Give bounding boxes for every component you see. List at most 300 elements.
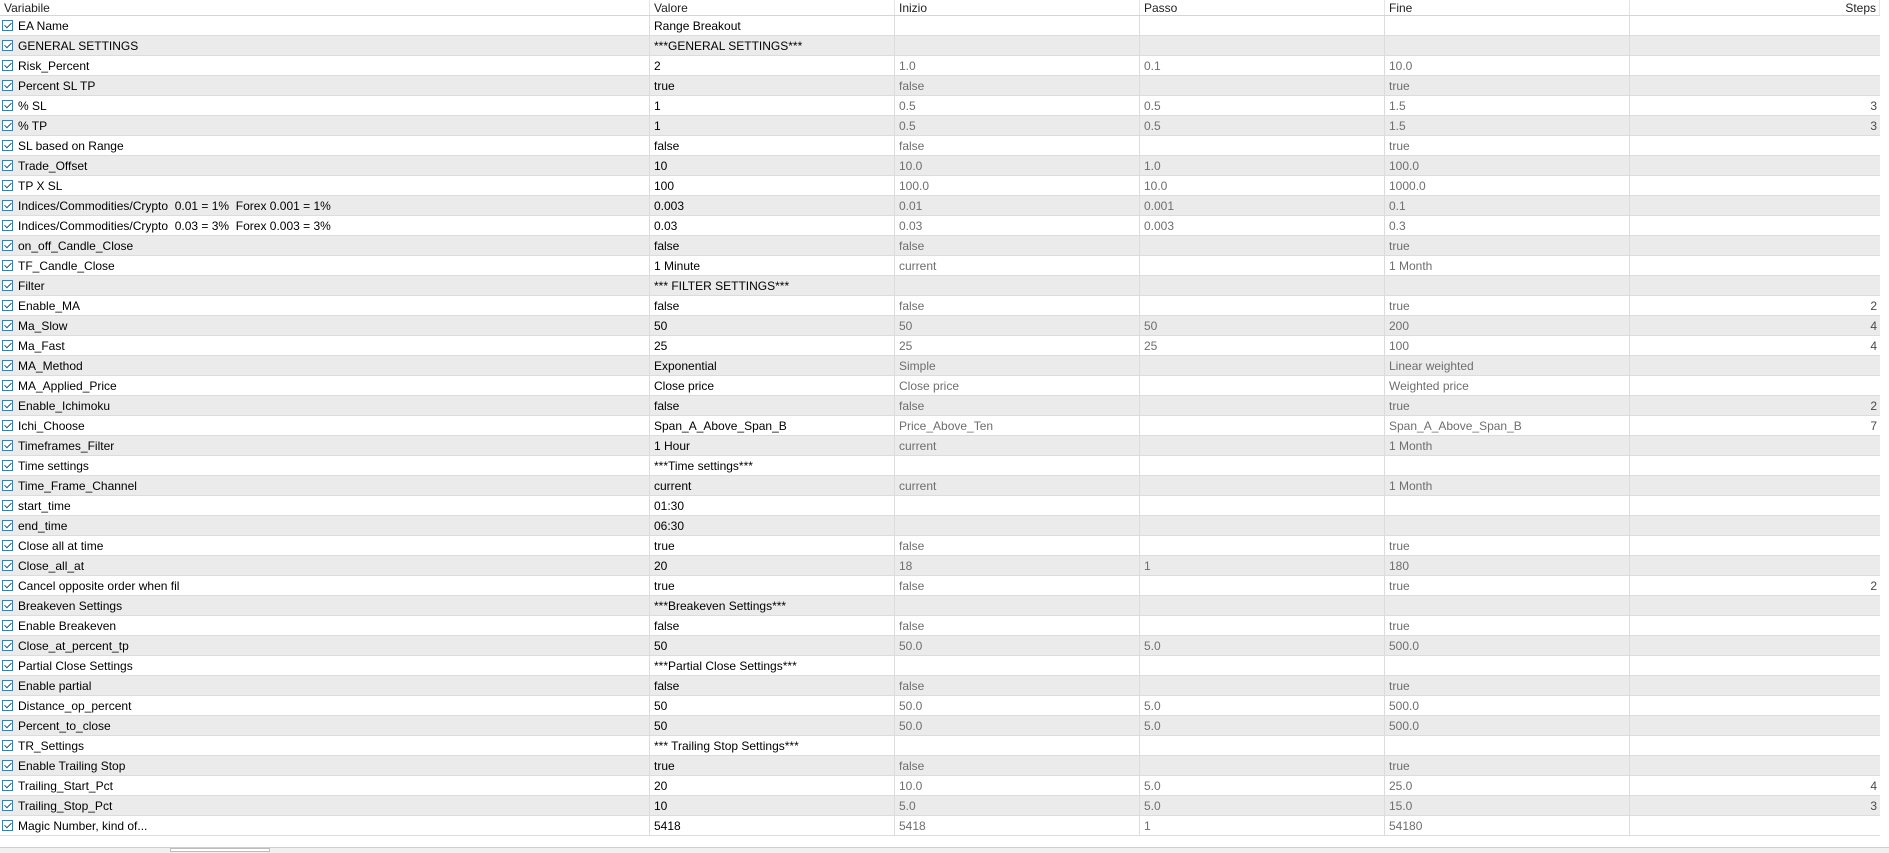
end-cell[interactable] [1385, 496, 1630, 515]
value-cell[interactable]: 1 [650, 96, 895, 115]
table-row[interactable] [0, 456, 1880, 476]
start-cell[interactable]: 10.0 [895, 776, 1140, 795]
value-cell[interactable]: ***GENERAL SETTINGS*** [650, 36, 895, 55]
checkbox-checked-icon[interactable] [2, 200, 13, 211]
step-cell[interactable] [1140, 676, 1385, 695]
step-cell[interactable] [1140, 376, 1385, 395]
checkbox-checked-icon[interactable] [2, 460, 13, 471]
steps-cell[interactable] [1630, 816, 1880, 835]
steps-cell[interactable]: 3 [1870, 118, 1877, 133]
step-cell[interactable]: 25 [1140, 336, 1385, 355]
start-cell[interactable]: 50.0 [895, 696, 1140, 715]
start-cell[interactable]: false [895, 236, 1140, 255]
step-cell[interactable] [1140, 576, 1385, 595]
start-cell[interactable]: false [895, 676, 1140, 695]
table-row[interactable] [0, 496, 1880, 516]
checkbox-checked-icon[interactable] [2, 260, 13, 271]
checkbox-checked-icon[interactable] [2, 540, 13, 551]
column-header-value[interactable]: Valore [650, 0, 895, 15]
column-header-step[interactable]: Passo [1140, 0, 1385, 15]
step-cell[interactable] [1140, 656, 1385, 675]
table-row[interactable] [0, 56, 1880, 76]
value-cell[interactable]: 1 [650, 116, 895, 135]
step-cell[interactable]: 5.0 [1140, 636, 1385, 655]
table-row[interactable] [0, 676, 1880, 696]
steps-cell[interactable] [1630, 556, 1880, 575]
checkbox-checked-icon[interactable] [2, 40, 13, 51]
table-row[interactable] [0, 636, 1880, 656]
steps-cell[interactable] [1630, 256, 1880, 275]
step-cell[interactable]: 10.0 [1140, 176, 1385, 195]
steps-cell[interactable]: 3 [1870, 98, 1877, 113]
steps-cell[interactable] [1630, 136, 1880, 155]
checkbox-checked-icon[interactable] [2, 240, 13, 251]
variable-cell [0, 176, 650, 195]
steps-cell[interactable]: 7 [1870, 418, 1877, 433]
steps-cell[interactable] [1630, 696, 1880, 715]
table-row[interactable] [0, 396, 1880, 416]
start-cell[interactable]: 25 [895, 336, 1140, 355]
start-cell[interactable]: Price_Above_Ten [895, 416, 1140, 435]
column-header-steps[interactable]: Steps [1630, 0, 1880, 15]
start-cell[interactable]: current [895, 436, 1140, 455]
table-row[interactable] [0, 216, 1880, 236]
value-cell[interactable]: 20 [650, 776, 895, 795]
table-row[interactable] [0, 176, 1880, 196]
step-cell[interactable]: 0.5 [1140, 116, 1385, 135]
checkbox-checked-icon[interactable] [2, 80, 13, 91]
checkbox-checked-icon[interactable] [2, 680, 13, 691]
table-row[interactable] [0, 696, 1880, 716]
start-cell[interactable] [895, 496, 1140, 515]
value-cell[interactable]: 50 [650, 716, 895, 735]
checkbox-checked-icon[interactable] [2, 740, 13, 751]
start-cell[interactable]: false [895, 76, 1140, 95]
value-cell[interactable]: ***Breakeven Settings*** [650, 596, 895, 615]
table-row[interactable] [0, 36, 1880, 56]
table-row[interactable] [0, 296, 1880, 316]
checkbox-checked-icon[interactable] [2, 820, 13, 831]
value-cell[interactable]: 20 [650, 556, 895, 575]
end-cell[interactable]: 500.0 [1385, 696, 1630, 715]
start-cell[interactable]: false [895, 396, 1140, 415]
end-cell[interactable]: 1000.0 [1385, 176, 1630, 195]
step-cell[interactable] [1140, 596, 1385, 615]
step-cell[interactable] [1140, 136, 1385, 155]
value-cell[interactable]: 1 Minute [650, 256, 895, 275]
step-cell[interactable]: 5.0 [1140, 696, 1385, 715]
step-cell[interactable] [1140, 76, 1385, 95]
step-cell[interactable]: 5.0 [1140, 716, 1385, 735]
start-cell[interactable]: current [895, 476, 1140, 495]
checkbox-checked-icon[interactable] [2, 520, 13, 531]
checkbox-checked-icon[interactable] [2, 300, 13, 311]
value-cell[interactable]: 0.003 [650, 196, 895, 215]
start-cell[interactable]: 1.0 [895, 56, 1140, 75]
start-cell[interactable]: 50 [895, 316, 1140, 335]
checkbox-checked-icon[interactable] [2, 60, 13, 71]
step-cell[interactable] [1140, 356, 1385, 375]
steps-cell[interactable] [1630, 496, 1880, 515]
step-cell[interactable] [1140, 736, 1385, 755]
end-cell[interactable]: 0.3 [1385, 216, 1630, 235]
checkbox-checked-icon[interactable] [2, 340, 13, 351]
value-cell[interactable]: Range Breakout [650, 16, 895, 35]
value-cell[interactable]: 10 [650, 156, 895, 175]
start-cell[interactable]: false [895, 616, 1140, 635]
step-cell[interactable]: 1 [1140, 556, 1385, 575]
table-row[interactable] [0, 336, 1880, 356]
step-cell[interactable]: 0.1 [1140, 56, 1385, 75]
checkbox-checked-icon[interactable] [2, 320, 13, 331]
end-cell[interactable]: 200 [1385, 316, 1630, 335]
end-cell[interactable]: true [1385, 136, 1630, 155]
column-header-end[interactable]: Fine [1385, 0, 1630, 15]
steps-cell[interactable] [1630, 756, 1880, 775]
table-row[interactable] [0, 476, 1880, 496]
start-cell[interactable] [895, 656, 1140, 675]
checkbox-checked-icon[interactable] [2, 780, 13, 791]
variable-cell [0, 576, 650, 595]
value-cell[interactable]: 01:30 [650, 496, 895, 515]
checkbox-checked-icon[interactable] [2, 720, 13, 731]
steps-cell[interactable] [1630, 436, 1880, 455]
steps-cell[interactable] [1630, 376, 1880, 395]
step-cell[interactable] [1140, 476, 1385, 495]
table-row[interactable] [0, 136, 1880, 156]
end-cell[interactable] [1385, 736, 1630, 755]
start-cell[interactable]: false [895, 296, 1140, 315]
checkbox-checked-icon[interactable] [2, 560, 13, 571]
table-row[interactable] [0, 196, 1880, 216]
start-cell[interactable] [895, 456, 1140, 475]
end-cell[interactable] [1385, 276, 1630, 295]
step-cell[interactable] [1140, 416, 1385, 435]
value-cell[interactable]: 50 [650, 636, 895, 655]
steps-cell[interactable]: 4 [1870, 318, 1877, 333]
value-cell[interactable]: 25 [650, 336, 895, 355]
value-cell[interactable]: false [650, 296, 895, 315]
table-row[interactable] [0, 756, 1880, 776]
start-cell[interactable] [895, 736, 1140, 755]
step-cell[interactable] [1140, 276, 1385, 295]
table-row[interactable] [0, 816, 1880, 836]
checkbox-checked-icon[interactable] [2, 180, 13, 191]
steps-cell[interactable] [1630, 516, 1880, 535]
checkbox-checked-icon[interactable] [2, 800, 13, 811]
table-row[interactable] [0, 656, 1880, 676]
steps-cell[interactable] [1630, 216, 1880, 235]
steps-cell[interactable] [1630, 676, 1880, 695]
value-cell[interactable]: ***Time settings*** [650, 456, 895, 475]
steps-cell[interactable] [1630, 736, 1880, 755]
value-cell[interactable]: 1 Hour [650, 436, 895, 455]
checkbox-checked-icon[interactable] [2, 420, 13, 431]
checkbox-checked-icon[interactable] [2, 280, 13, 291]
scrollbar-thumb[interactable] [170, 848, 270, 852]
value-cell[interactable]: true [650, 576, 895, 595]
step-cell[interactable]: 50 [1140, 316, 1385, 335]
start-cell[interactable]: 0.01 [895, 196, 1140, 215]
end-cell[interactable]: true [1385, 396, 1630, 415]
start-cell[interactable] [895, 276, 1140, 295]
table-row[interactable] [0, 716, 1880, 736]
table-row[interactable] [0, 256, 1880, 276]
step-cell[interactable] [1140, 16, 1385, 35]
steps-cell[interactable] [1630, 56, 1880, 75]
checkbox-checked-icon[interactable] [2, 760, 13, 771]
value-cell[interactable]: true [650, 536, 895, 555]
step-cell[interactable] [1140, 296, 1385, 315]
table-row[interactable] [0, 796, 1880, 816]
step-cell[interactable]: 0.001 [1140, 196, 1385, 215]
value-cell[interactable]: *** FILTER SETTINGS*** [650, 276, 895, 295]
value-cell[interactable]: Exponential [650, 356, 895, 375]
end-cell[interactable] [1385, 596, 1630, 615]
step-cell[interactable]: 0.003 [1140, 216, 1385, 235]
value-cell[interactable]: 10 [650, 796, 895, 815]
start-cell[interactable]: 0.03 [895, 216, 1140, 235]
start-cell[interactable] [895, 36, 1140, 55]
start-cell[interactable] [895, 596, 1140, 615]
table-row[interactable] [0, 316, 1880, 336]
start-cell[interactable]: false [895, 136, 1140, 155]
end-cell[interactable]: 500.0 [1385, 636, 1630, 655]
value-cell[interactable]: 100 [650, 176, 895, 195]
column-header-start[interactable]: Inizio [895, 0, 1140, 15]
step-cell[interactable] [1140, 516, 1385, 535]
variable-name: Enable Breakeven [18, 618, 117, 633]
table-row[interactable] [0, 416, 1880, 436]
steps-cell[interactable] [1630, 156, 1880, 175]
end-cell[interactable]: true [1385, 76, 1630, 95]
end-cell[interactable] [1385, 656, 1630, 675]
value-cell[interactable]: false [650, 236, 895, 255]
end-cell[interactable] [1385, 16, 1630, 35]
steps-cell[interactable]: 2 [1870, 298, 1877, 313]
steps-cell[interactable] [1630, 616, 1880, 635]
steps-cell[interactable] [1630, 196, 1880, 215]
checkbox-checked-icon[interactable] [2, 600, 13, 611]
value-cell[interactable]: current [650, 476, 895, 495]
steps-cell[interactable] [1630, 356, 1880, 375]
step-cell[interactable] [1140, 456, 1385, 475]
end-cell[interactable] [1385, 36, 1630, 55]
table-row[interactable] [0, 576, 1880, 596]
start-cell[interactable]: 50.0 [895, 716, 1140, 735]
checkbox-checked-icon[interactable] [2, 500, 13, 511]
end-cell[interactable]: 1 Month [1385, 256, 1630, 275]
checkbox-checked-icon[interactable] [2, 380, 13, 391]
step-cell[interactable]: 1.0 [1140, 156, 1385, 175]
end-cell[interactable]: 25.0 [1385, 776, 1630, 795]
checkbox-checked-icon[interactable] [2, 360, 13, 371]
step-cell[interactable] [1140, 436, 1385, 455]
step-cell[interactable] [1140, 36, 1385, 55]
checkbox-checked-icon[interactable] [2, 120, 13, 131]
table-row[interactable] [0, 236, 1880, 256]
end-cell[interactable]: 1 Month [1385, 476, 1630, 495]
end-cell[interactable]: true [1385, 756, 1630, 775]
value-cell[interactable]: Span_A_Above_Span_B [650, 416, 895, 435]
start-cell[interactable] [895, 16, 1140, 35]
start-cell[interactable]: 10.0 [895, 156, 1140, 175]
table-row[interactable] [0, 76, 1880, 96]
table-row[interactable] [0, 376, 1880, 396]
end-cell[interactable]: 1 Month [1385, 436, 1630, 455]
end-cell[interactable]: Span_A_Above_Span_B [1385, 416, 1630, 435]
end-cell[interactable]: 1.5 [1385, 96, 1630, 115]
value-cell[interactable]: false [650, 676, 895, 695]
step-cell[interactable] [1140, 396, 1385, 415]
end-cell[interactable]: 15.0 [1385, 796, 1630, 815]
step-cell[interactable] [1140, 616, 1385, 635]
end-cell[interactable]: true [1385, 536, 1630, 555]
checkbox-checked-icon[interactable] [2, 400, 13, 411]
checkbox-checked-icon[interactable] [2, 220, 13, 231]
value-cell[interactable]: false [650, 616, 895, 635]
steps-cell[interactable] [1630, 536, 1880, 555]
checkbox-checked-icon[interactable] [2, 140, 13, 151]
value-cell[interactable]: Close price [650, 376, 895, 395]
table-row[interactable] [0, 556, 1880, 576]
column-header-variable[interactable]: Variabile [0, 0, 650, 15]
step-cell[interactable]: 1 [1140, 816, 1385, 835]
value-cell[interactable]: false [650, 396, 895, 415]
checkbox-checked-icon[interactable] [2, 620, 13, 631]
table-row[interactable] [0, 776, 1880, 796]
steps-cell[interactable] [1630, 456, 1880, 475]
checkbox-checked-icon[interactable] [2, 660, 13, 671]
checkbox-checked-icon[interactable] [2, 640, 13, 651]
value-cell[interactable]: 50 [650, 316, 895, 335]
value-cell[interactable]: true [650, 756, 895, 775]
variable-name: Close all at time [18, 538, 104, 553]
steps-cell[interactable] [1630, 76, 1880, 95]
value-cell[interactable]: 2 [650, 56, 895, 75]
start-cell[interactable]: 18 [895, 556, 1140, 575]
table-row[interactable] [0, 116, 1880, 136]
step-cell[interactable]: 0.5 [1140, 96, 1385, 115]
variable-cell [0, 496, 650, 515]
start-cell[interactable]: 0.5 [895, 116, 1140, 135]
value-cell[interactable]: ***Partial Close Settings*** [650, 656, 895, 675]
value-cell[interactable]: *** Trailing Stop Settings*** [650, 736, 895, 755]
checkbox-checked-icon[interactable] [2, 100, 13, 111]
table-row[interactable] [0, 736, 1880, 756]
value-cell[interactable]: 5418 [650, 816, 895, 835]
steps-cell[interactable] [1630, 596, 1880, 615]
end-cell[interactable]: true [1385, 576, 1630, 595]
steps-cell[interactable] [1630, 236, 1880, 255]
steps-cell[interactable] [1630, 636, 1880, 655]
start-cell[interactable]: false [895, 756, 1140, 775]
start-cell[interactable]: current [895, 256, 1140, 275]
table-row[interactable] [0, 536, 1880, 556]
step-cell[interactable] [1140, 256, 1385, 275]
table-row[interactable] [0, 436, 1880, 456]
value-cell[interactable]: false [650, 136, 895, 155]
end-cell[interactable]: 180 [1385, 556, 1630, 575]
start-cell[interactable]: Close price [895, 376, 1140, 395]
table-row[interactable] [0, 156, 1880, 176]
start-cell[interactable]: Simple [895, 356, 1140, 375]
end-cell[interactable]: Weighted price [1385, 376, 1630, 395]
horizontal-scrollbar[interactable] [0, 847, 1889, 853]
end-cell[interactable]: Linear weighted [1385, 356, 1630, 375]
steps-cell[interactable] [1630, 716, 1880, 735]
steps-cell[interactable]: 4 [1870, 778, 1877, 793]
step-cell[interactable]: 5.0 [1140, 776, 1385, 795]
steps-cell[interactable] [1630, 16, 1880, 35]
end-cell[interactable]: 100 [1385, 336, 1630, 355]
end-cell[interactable]: 500.0 [1385, 716, 1630, 735]
steps-cell[interactable]: 2 [1870, 398, 1877, 413]
steps-cell[interactable] [1630, 476, 1880, 495]
end-cell[interactable] [1385, 516, 1630, 535]
table-row[interactable] [0, 276, 1880, 296]
end-cell[interactable]: 0.1 [1385, 196, 1630, 215]
end-cell[interactable] [1385, 456, 1630, 475]
start-cell[interactable]: 5418 [895, 816, 1140, 835]
checkbox-checked-icon[interactable] [2, 20, 13, 31]
step-cell[interactable] [1140, 756, 1385, 775]
steps-cell[interactable]: 3 [1870, 798, 1877, 813]
end-cell[interactable]: true [1385, 236, 1630, 255]
table-row[interactable] [0, 356, 1880, 376]
table-row[interactable] [0, 596, 1880, 616]
value-cell[interactable]: 06:30 [650, 516, 895, 535]
value-cell[interactable]: true [650, 76, 895, 95]
end-cell[interactable]: true [1385, 296, 1630, 315]
end-cell[interactable]: 1.5 [1385, 116, 1630, 135]
start-cell[interactable]: 0.5 [895, 96, 1140, 115]
end-cell[interactable]: true [1385, 676, 1630, 695]
checkbox-checked-icon[interactable] [2, 480, 13, 491]
step-cell[interactable] [1140, 236, 1385, 255]
table-row[interactable] [0, 16, 1880, 36]
checkbox-checked-icon[interactable] [2, 440, 13, 451]
start-cell[interactable]: 100.0 [895, 176, 1140, 195]
start-cell[interactable]: false [895, 576, 1140, 595]
end-cell[interactable]: 54180 [1385, 816, 1630, 835]
steps-cell[interactable] [1630, 276, 1880, 295]
steps-cell[interactable] [1630, 176, 1880, 195]
value-cell[interactable]: 50 [650, 696, 895, 715]
step-cell[interactable] [1140, 536, 1385, 555]
end-cell[interactable]: 100.0 [1385, 156, 1630, 175]
end-cell[interactable]: true [1385, 616, 1630, 635]
steps-cell[interactable]: 4 [1870, 338, 1877, 353]
end-cell[interactable]: 10.0 [1385, 56, 1630, 75]
table-row[interactable] [0, 616, 1880, 636]
value-cell[interactable]: 0.03 [650, 216, 895, 235]
checkbox-checked-icon[interactable] [2, 580, 13, 591]
start-cell[interactable]: 5.0 [895, 796, 1140, 815]
checkbox-checked-icon[interactable] [2, 700, 13, 711]
table-row[interactable] [0, 516, 1880, 536]
steps-cell[interactable]: 2 [1870, 578, 1877, 593]
start-cell[interactable]: 50.0 [895, 636, 1140, 655]
step-cell[interactable] [1140, 496, 1385, 515]
start-cell[interactable] [895, 516, 1140, 535]
step-cell[interactable]: 5.0 [1140, 796, 1385, 815]
start-cell[interactable]: false [895, 536, 1140, 555]
steps-cell[interactable] [1630, 36, 1880, 55]
steps-cell[interactable] [1630, 656, 1880, 675]
checkbox-checked-icon[interactable] [2, 160, 13, 171]
table-row[interactable] [0, 96, 1880, 116]
